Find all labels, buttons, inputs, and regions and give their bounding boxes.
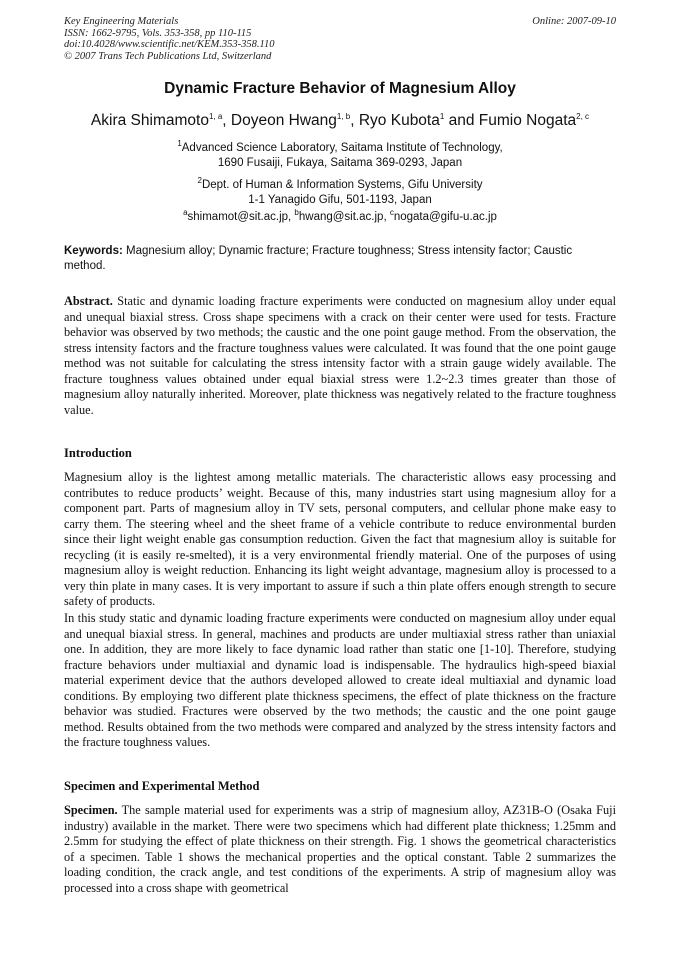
email-separator: , xyxy=(288,210,295,223)
keywords-text: Magnesium alloy; Dynamic fracture; Fracture toughness; Stress intensity factor; Caustic method. xyxy=(64,245,573,272)
issn-line: ISSN: 1662-9795, Vols. 353-358, pp 110-115 xyxy=(64,27,252,39)
email-separator: , xyxy=(383,210,390,223)
author-affil-mark: 1 xyxy=(439,112,445,121)
affil-line: Dept. of Human & Information Systems, Gifu University xyxy=(201,178,483,191)
journal-header xyxy=(64,16,616,62)
email-mark: a xyxy=(183,208,188,217)
email-list xyxy=(64,208,616,223)
abstract-text: Static and dynamic loading fracture experiments were conducted on magnesium alloy under equal and unequal biaxial stress. Cross shape specimens with a crack on their center were used for tests. Fracture behavior was observed by two methods; the caustic and the one point gauge method. From the observation, the stress intensity factors and the fracture toughness values were calculated. It was found that the one point gauge method was not suitable for calculating the stress intensity factor with a strain gauge widely available. The fracture toughness values obtained under equal biaxial stress were 1.2~2.3 times greater than those of magnesium alloy naturally inherited. Moreover, plate thickness was negatively related to the fracture toughness value. xyxy=(64,294,616,417)
copyright-line: © 2007 Trans Tech Publications Ltd, Switzerland xyxy=(64,50,272,62)
doi-line: doi:10.4028/www.scientific.net/KEM.353-358.110 xyxy=(64,39,275,50)
email-address[interactable]: nogata@gifu-u.ac.jp xyxy=(393,210,497,223)
author-name: Doyeon Hwang xyxy=(230,112,337,130)
author-list xyxy=(64,112,616,130)
section-heading-specimen-method: Specimen and Experimental Method xyxy=(64,779,260,793)
email-address[interactable]: hwang@sit.ac.jp xyxy=(298,210,384,223)
paper-title: Dynamic Fracture Behavior of Magnesium Alloy xyxy=(164,80,516,97)
online-date: Online: 2007-09-10 xyxy=(532,16,616,27)
section-heading-introduction: Introduction xyxy=(64,446,132,460)
affil-mark: 1 xyxy=(177,139,182,148)
author-name: Akira Shimamoto xyxy=(90,112,209,130)
author-affil-mark: 2, c xyxy=(576,112,590,121)
paragraph: In this study static and dynamic loading fracture experiments were conducted on magnesium alloy under equal and unequal biaxial stress. In general, machines and products are under multiaxial stress rather than uniaxial one. In addition, they are more likely to face dynamic load rather than static one [1-10]. Therefore, studying fracture behaviors under multiaxial and dynamic load is indispensable. The hydraulics high-speed biaxial material experiment device that the authors developed allowed to create ideal multiaxial and dynamic load conditions. By employing two different plate thickness specimens, the effect of plate thickness on the fracture behavior was studied. Fractures were observed by the two methods; the caustic and the one point gauge method. Results obtained from the two methods were compared and analyzed by the stress intensity factors and the fracture toughness values. xyxy=(64,611,616,749)
paragraph-text: The sample material used for experiments was a strip of magnesium alloy, AZ31B-O (Osaka Fuji industry) available in the market. There were two specimens which had different plate thickness; 1.25mm and 2.5mm for studying the effect of plate thickness on their strength. Fig. 1 shows the geometrical characteristics of a specimen. Table 1 shows the mechanical properties and the optical constant. Table 2 summarizes the loading condition, the crack angle, and test conditions of the experiments. A strip of magnesium alloy was processed into a cross shape with geometrical xyxy=(64,803,616,895)
affiliation-1 xyxy=(64,136,616,171)
email-mark: b xyxy=(294,208,299,217)
keywords-block xyxy=(64,244,616,274)
journal-name: Key Engineering Materials xyxy=(64,16,179,27)
affiliation-2 xyxy=(64,173,616,208)
affil-line: 1-1 Yanagido Gifu, 501-1193, Japan xyxy=(248,193,432,206)
author-affil-mark: 1, a xyxy=(208,112,223,121)
paragraph: Magnesium alloy is the lightest among metallic materials. The characteristic allows easy processing and contributes to reduce products’ weight. Because of this, many industries start using magnesium alloy for a component part. Parts of magnesium alloy in TV sets, personal computers, and cellular phone make easy to carry them. The steering wheel and the sheet frame of a vehicle contribute to reduce environmental burden since their light weight enable gas consumption reduction. Given the fact that magnesium alloy is suitable for recycling (it is easily re-smelted), it is a very environmental friendly material. One of the purposes of using magnesium alloy is weight reduction. Enhancing its light weight advantage, magnesium alloy is processed to a very thin plate in many cases. It is very important to assure if such a thin plate offers enough strength to secure safety of products. xyxy=(64,470,616,608)
affil-line: 1690 Fusaiji, Fukaya, Saitama 369-0293, Japan xyxy=(217,156,463,169)
paragraph xyxy=(64,803,616,896)
author-affil-mark: 1, b xyxy=(336,112,351,121)
abstract xyxy=(64,294,616,418)
abstract-label: Abstract. xyxy=(64,294,113,308)
author-separator: , xyxy=(222,112,231,130)
author-name: Ryo Kubota xyxy=(358,112,440,130)
subsection-label: Specimen. xyxy=(64,803,118,817)
author-separator: , xyxy=(350,112,359,130)
author-name: Fumio Nogata xyxy=(478,112,577,130)
author-separator: and xyxy=(444,112,479,130)
email-address[interactable]: shimamot@sit.ac.jp xyxy=(187,210,289,223)
keywords-label: Keywords: xyxy=(64,245,123,257)
email-mark: c xyxy=(389,208,394,217)
affil-mark: 2 xyxy=(197,176,202,185)
affil-line: Advanced Science Laboratory, Saitama Institute of Technology, xyxy=(181,141,503,154)
